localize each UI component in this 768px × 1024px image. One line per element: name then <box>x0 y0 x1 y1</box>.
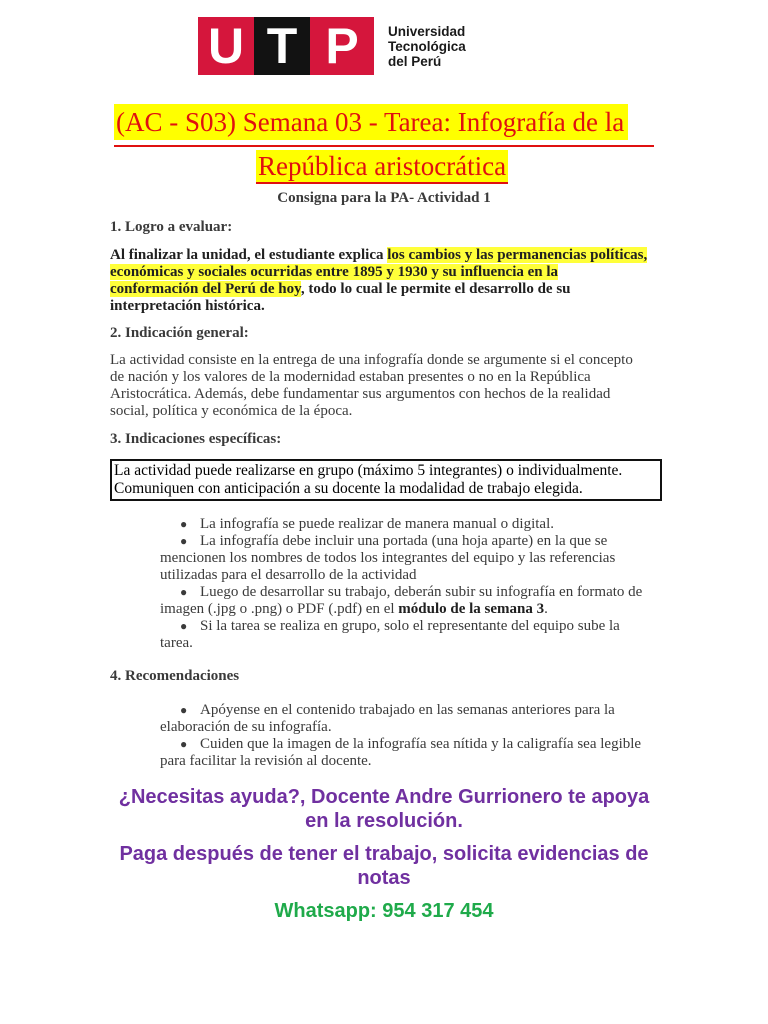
section1-text-pre: Al finalizar la unidad, el estudiante explica <box>110 247 388 263</box>
section1-highlight: los cambios y las permanencias políticas, económicas y sociales ocurridas entre 1895 y 1930 y su influencia en la conformación del Perú de hoy <box>110 247 648 297</box>
title-underline <box>114 145 654 147</box>
university-name <box>388 24 466 69</box>
university-name-line2: Tecnológica <box>388 39 466 54</box>
utp-logo <box>192 12 494 76</box>
university-name-line1: Universidad <box>388 24 466 39</box>
list-item: ● La infografía se puede realizar de manera manual o digital. <box>180 516 554 532</box>
section1-text <box>110 247 648 315</box>
section4-bullet-list <box>160 702 650 770</box>
title-line2: República aristocrática <box>256 150 508 184</box>
title-line1 <box>114 104 628 140</box>
section1-text-post: , todo lo cual le permite el desarrollo de su interpretación histórica. <box>110 281 571 314</box>
bullet-icon: ● <box>180 517 188 531</box>
group-info-line1: La actividad puede realizarse en grupo (máximo 5 integrantes) o individualmente. <box>114 462 623 479</box>
list-item: ● Apóyense en el contenido trabajado en las semanas anteriores para la elaboración de su infografía. <box>160 702 615 735</box>
utp-logo-letters <box>198 17 374 75</box>
bullet-icon: ● <box>180 534 188 548</box>
section3-heading: 3. Indicaciones específicas: <box>110 431 282 447</box>
bullet-icon: ● <box>180 737 188 751</box>
section2-text: La actividad consiste en la entrega de una infografía donde se argumente si el concepto de nación y los valores de la modernidad estaban presentes o no en la República Aristocrática. Además, debe fundamentar sus argumentos con hechos de la realidad social, política y económica de la época. <box>110 352 633 419</box>
group-info-box <box>110 459 662 501</box>
list-item: ● La infografía debe incluir una portada (una hoja aparte) en la que se mencionen los nombres de todos los integrantes del equipo y las referencias utilizadas para el desarrollo de la actividad <box>160 533 616 583</box>
title-line1-text: (AC - S03) Semana 03 - Tarea: Infografía de la <box>116 107 625 137</box>
section4-heading: 4. Recomendaciones <box>110 668 240 684</box>
list-item: ● Cuiden que la imagen de la infografía sea nítida y la caligrafía sea legible para facilitar la revisión al docente. <box>160 736 642 769</box>
cta-whatsapp: Whatsapp: 954 317 454 <box>274 900 494 922</box>
cta-help-line2: en la resolución. <box>305 810 463 832</box>
section3-bullet-list <box>160 516 650 652</box>
group-info-line2: Comuniquen con anticipación a su docente la modalidad de trabajo elegida. <box>114 480 583 497</box>
list-item: ● Si la tarea se realiza en grupo, solo el representante del equipo sube la tarea. <box>160 618 620 651</box>
cta-help-line1: ¿Necesitas ayuda?, Docente Andre Gurrionero te apoya <box>118 786 650 808</box>
cta-pay-line1: Paga después de tener el trabajo, solicita evidencias de <box>119 843 649 865</box>
list-item: ● Luego de desarrollar su trabajo, deberán subir su infografía en formato de imagen (.jpg o .png) o PDF (.pdf) en el módulo de la semana 3. <box>160 584 643 617</box>
bullet-icon: ● <box>180 619 188 633</box>
cta-pay-line2: notas <box>357 867 411 889</box>
section2-heading: 2. Indicación general: <box>110 325 249 341</box>
section1-heading: 1. Logro a evaluar: <box>110 219 233 235</box>
university-name-line3: del Perú <box>388 54 442 69</box>
bullet-icon: ● <box>180 585 188 599</box>
logo-letter-t: T <box>254 17 310 75</box>
consigna-heading: Consigna para la PA- Actividad 1 <box>277 190 491 206</box>
logo-letter-p: P <box>310 17 374 75</box>
bullet-icon: ● <box>180 703 188 717</box>
logo-letter-u: U <box>198 17 254 75</box>
